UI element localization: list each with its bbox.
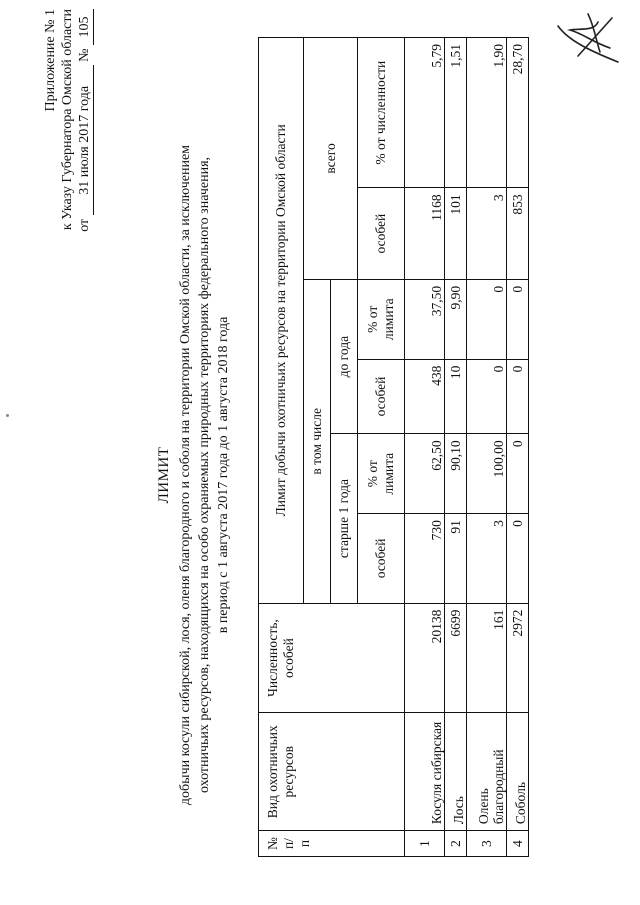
row-younger-individuals: 438 — [405, 359, 445, 434]
row-population: 6699 — [445, 603, 467, 713]
header-row-1 — [259, 38, 304, 857]
scan-speck — [6, 414, 9, 417]
row-number: 2 — [445, 831, 467, 857]
header-total-individuals: особей — [358, 188, 405, 280]
table-row — [405, 38, 445, 857]
header-older: старше 1 года — [331, 434, 358, 603]
row-older-individuals: 91 — [445, 514, 467, 604]
header-older-pct-limit: % от лимита — [358, 434, 405, 514]
title-line-1: добычи косули сибирской, лося, оленя благородного и соболя на территории Омской области, за исключением — [178, 144, 193, 806]
header-including: в том числе — [304, 279, 331, 603]
row-older-individuals: 0 — [507, 514, 529, 604]
header-younger-pct-limit: % от лимита — [358, 279, 405, 359]
row-total-individuals: 3 — [467, 188, 507, 280]
row-total-pct: 28,70 — [507, 38, 529, 188]
row-younger-pct: 0 — [467, 279, 507, 359]
row-older-individuals: 3 — [467, 514, 507, 604]
handwritten-signature — [548, 10, 628, 70]
row-number: 4 — [507, 831, 529, 857]
row-younger-individuals: 0 — [467, 359, 507, 434]
document-title — [155, 115, 233, 835]
appendix-block — [42, 9, 94, 259]
row-species: Соболь — [507, 713, 529, 831]
row-younger-pct: 37,50 — [405, 279, 445, 359]
appendix-line-2: к Указу Губернатора Омской области — [60, 9, 75, 231]
row-older-pct: 100,00 — [467, 434, 507, 514]
appendix-from-label: от — [77, 218, 92, 232]
appendix-number: 105 — [76, 9, 94, 45]
row-total-individuals: 101 — [445, 188, 467, 280]
row-population: 20138 — [405, 603, 445, 713]
row-older-pct: 62,50 — [405, 434, 445, 514]
row-younger-individuals: 10 — [445, 359, 467, 434]
header-total-pct-population: % от численности — [358, 38, 405, 188]
row-population: 161 — [467, 603, 507, 713]
row-younger-pct: 9,90 — [445, 279, 467, 359]
appendix-date-line — [76, 9, 94, 259]
appendix-line-1: Приложение № 1 — [43, 9, 58, 112]
row-total-pct: 5,79 — [405, 38, 445, 188]
title-line-2: охотничьих ресурсов, находящихся на особо охраняемых природных территориях федерального значения, — [197, 156, 212, 794]
row-younger-individuals: 0 — [507, 359, 529, 434]
row-number: 1 — [405, 831, 445, 857]
header-species: Вид охотничьих ресурсов — [259, 713, 405, 831]
row-total-individuals: 1168 — [405, 188, 445, 280]
row-total-individuals: 853 — [507, 188, 529, 280]
table-row — [445, 38, 467, 857]
header-population: Численность, особей — [259, 603, 405, 713]
limit-table — [258, 37, 529, 857]
table-row — [507, 38, 529, 857]
row-older-pct: 90,10 — [445, 434, 467, 514]
appendix-number-label: № — [77, 48, 92, 62]
header-limit: Лимит добычи охотничьих ресурсов на территории Омской области — [259, 38, 304, 604]
header-younger: до года — [331, 279, 358, 433]
row-population: 2972 — [507, 603, 529, 713]
table-row — [467, 38, 507, 857]
header-younger-individuals: особей — [358, 359, 405, 434]
row-total-pct: 1,90 — [467, 38, 507, 188]
header-number: № п/п — [259, 831, 405, 857]
row-number: 3 — [467, 831, 507, 857]
row-species: Косуля сибирская — [405, 713, 445, 831]
title-line-3: в период с 1 августа 2017 года до 1 августа 2018 года — [216, 316, 231, 634]
title-heading: ЛИМИТ — [156, 446, 172, 504]
row-older-individuals: 730 — [405, 514, 445, 604]
row-older-pct: 0 — [507, 434, 529, 514]
row-younger-pct: 0 — [507, 279, 529, 359]
row-species: Олень благородный — [467, 713, 507, 831]
row-total-pct: 1,51 — [445, 38, 467, 188]
header-older-individuals: особей — [358, 514, 405, 604]
appendix-date: 31 июля 2017 года — [76, 65, 94, 215]
header-total: всего — [304, 38, 358, 280]
row-species: Лось — [445, 713, 467, 831]
